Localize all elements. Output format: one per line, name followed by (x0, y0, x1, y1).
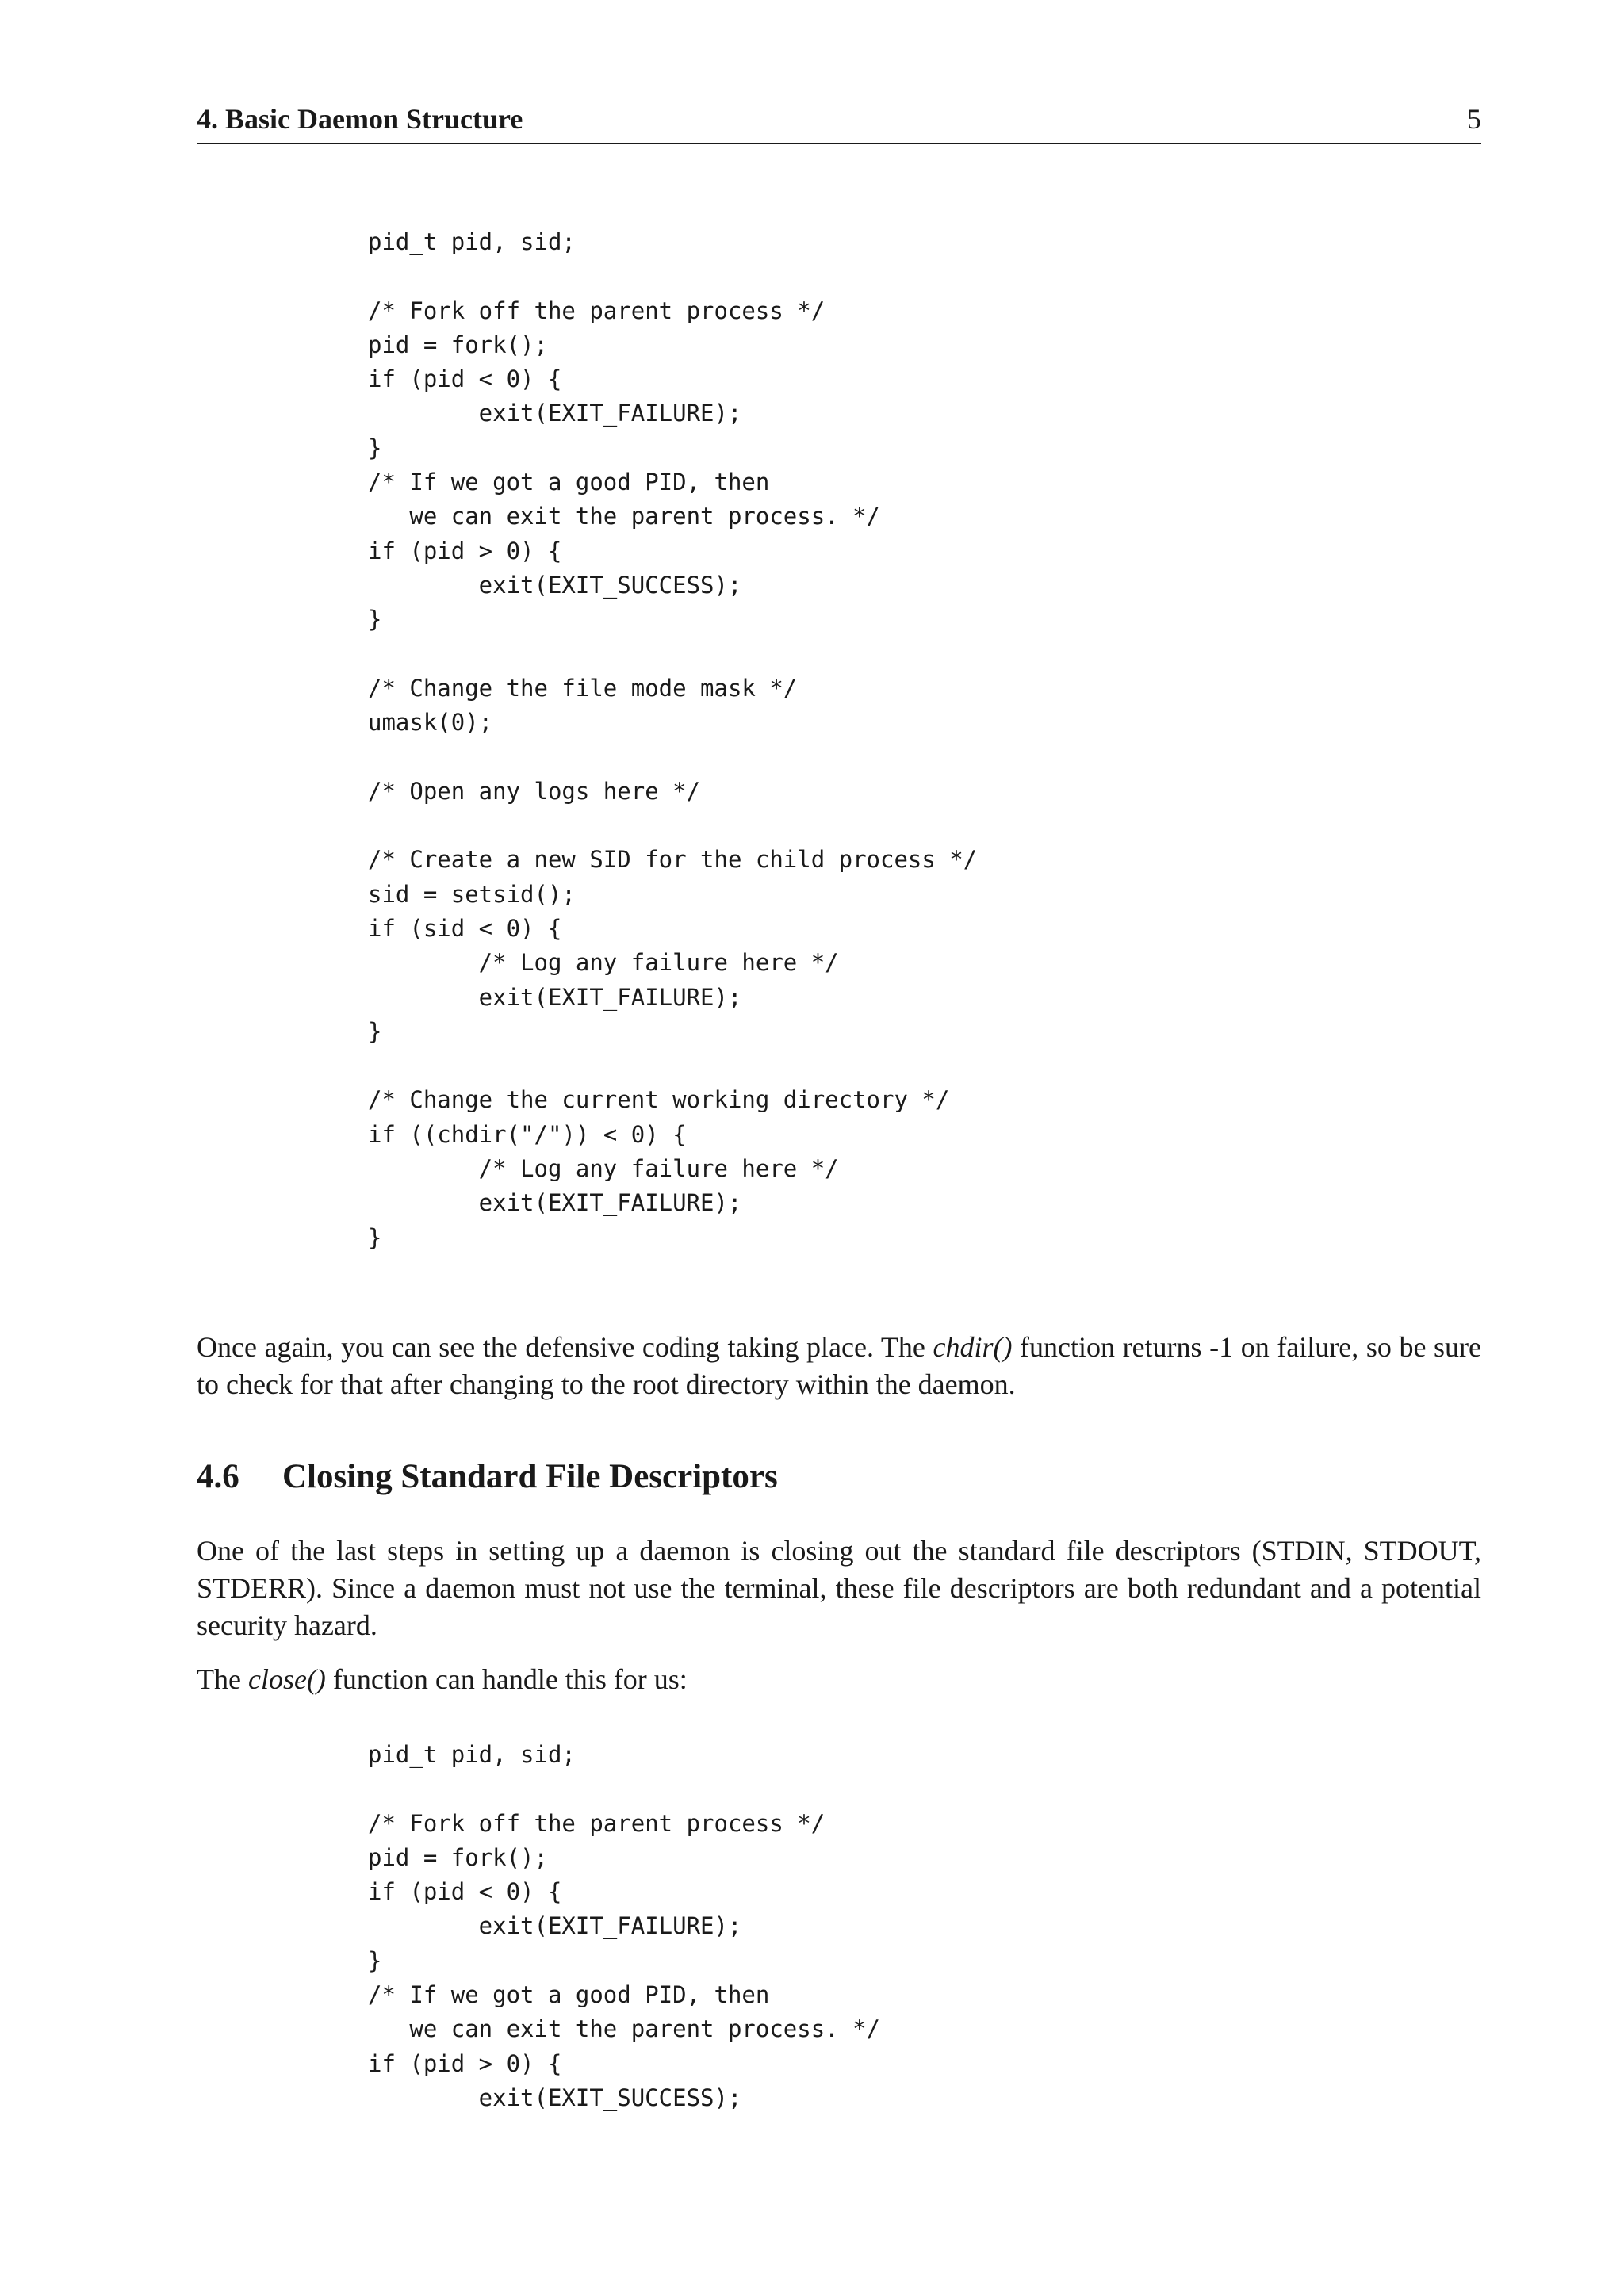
code-listing-1: pid_t pid, sid; /* Fork off the parent process */ pid = fork(); if (pid < 0) { exit(EXIT_FAILURE); } /* If we got a good PID, then we can exit the parent process. */ if (pid > 0) { exit(EXIT_SUCCESS); } /* Change the file mode mask */ umask(0); /* Open any logs here */ /* Create a new SID for the child process */ sid = setsid(); if (sid < 0) { /* Log any failure here */ exit(EXIT_FAILURE); } /* Change the current working directory */ if ((chdir("/")) < 0) { /* Log any failure here */ exit(EXIT_FAILURE); } (368, 228, 978, 1251)
function-name: chdir() (933, 1331, 1013, 1363)
running-header (197, 101, 1481, 144)
paragraph-close (197, 1661, 1481, 1698)
code-listing-2: pid_t pid, sid; /* Fork off the parent process */ pid = fork(); if (pid < 0) { exit(EXIT_FAILURE); } /* If we got a good PID, then we can exit the parent process. */ if (pid > 0) { exit(EXIT_SUCCESS); (368, 1741, 881, 2111)
page-number: 5 (1467, 103, 1481, 135)
paragraph-chdir (197, 1329, 1481, 1403)
section-title: Closing Standard File Descriptors (282, 1458, 778, 1495)
paragraph-file-descriptors: One of the last steps in setting up a daemon is closing out the standard file descriptors (STDIN, STDOUT, STDERR). Since a daemon must not use the terminal, these file descriptors are both redundant and a potential security hazard. (197, 1535, 1481, 1641)
function-name: close() (247, 1663, 326, 1695)
paragraph-text: function can handle this for us: (325, 1663, 688, 1695)
paragraph-text: The (197, 1663, 248, 1695)
paragraph-text: function returns -1 on failure, so be sure to check for that after changing to the root directory within the daemon. (197, 1331, 1481, 1400)
section-number: 4.6 (197, 1458, 239, 1495)
chapter-title: 4. Basic Daemon Structure (197, 103, 523, 135)
paragraph-text: Once again, you can see the defensive coding taking place. The (197, 1331, 933, 1363)
section-heading (197, 1457, 778, 1497)
